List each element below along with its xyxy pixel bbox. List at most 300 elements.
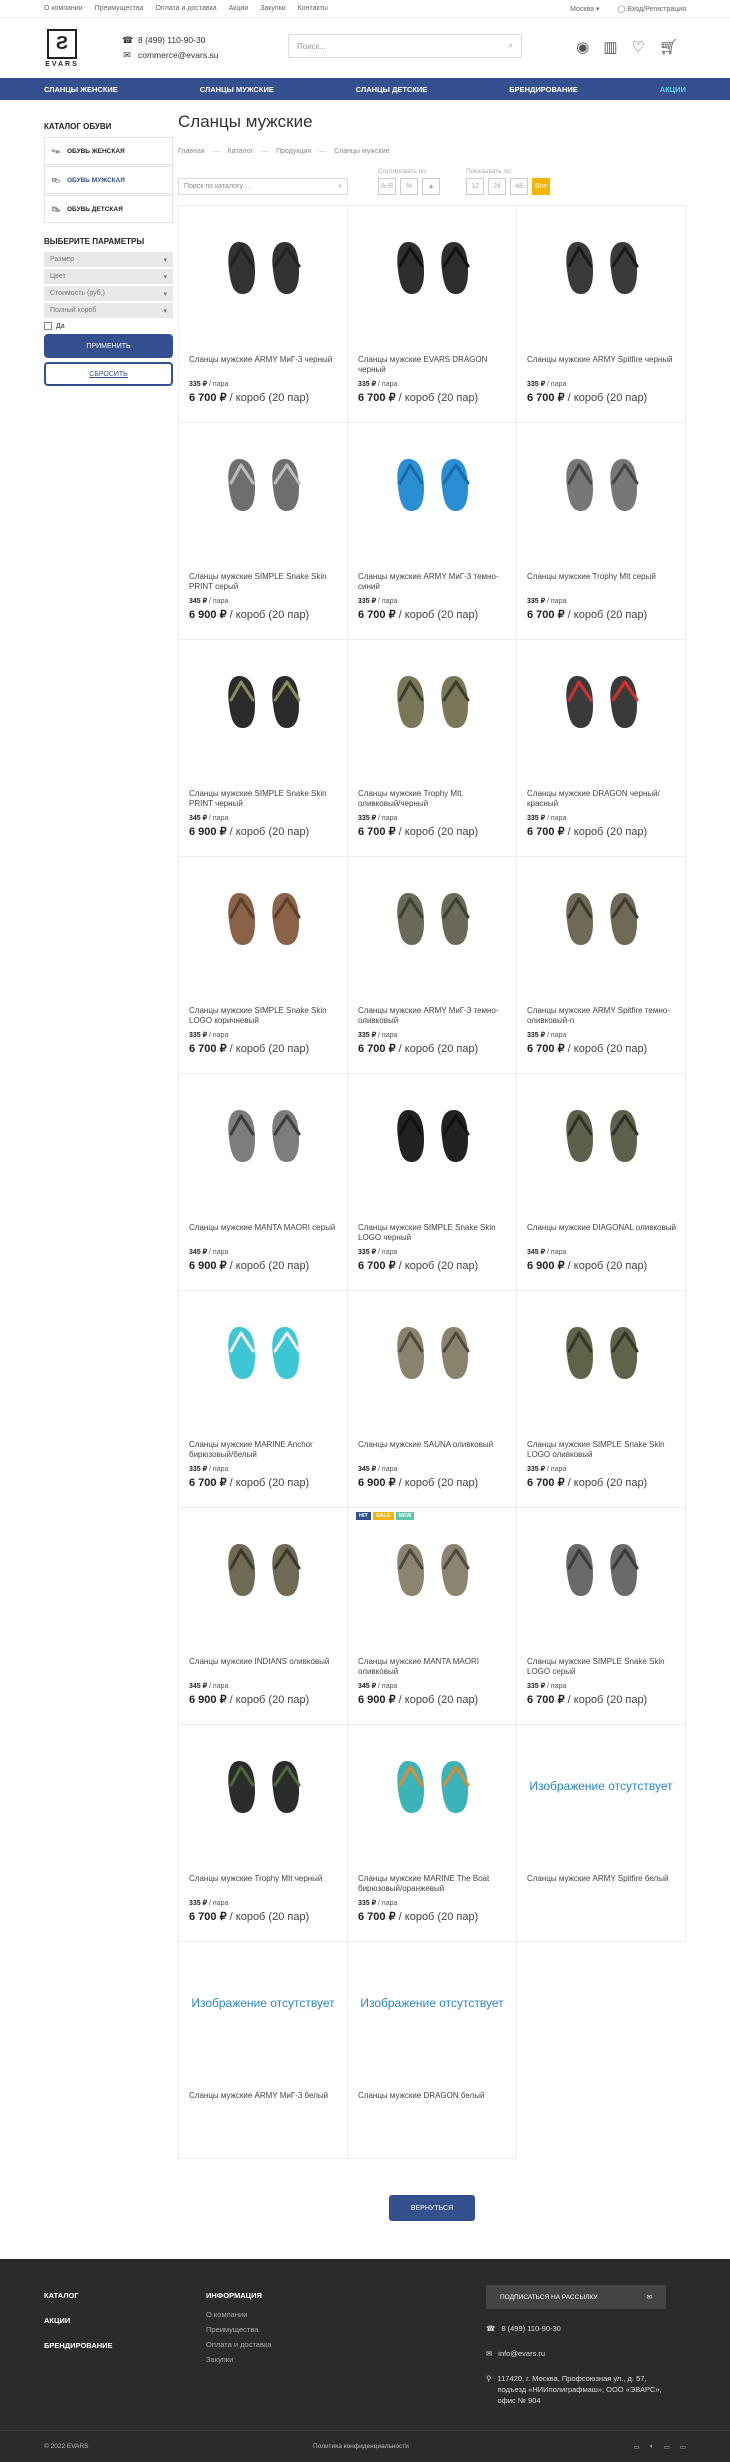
product-name[interactable]: Сланцы мужские SIMPLE Snake Skin LOGO черный [358,1223,496,1242]
price-box-unit: / короб (20 пар) [398,1260,479,1272]
product-image[interactable] [388,453,478,513]
login-link[interactable] [618,5,687,13]
nav-men[interactable]: СЛАНЦЫ МУЖСКИЕ [199,84,274,94]
price-per-box [527,1476,647,1489]
price-box-unit: / короб (20 пар) [398,392,479,404]
price-pair-unit: / пара [547,1032,567,1039]
shoe-icon: 👡︎ [51,146,62,156]
price-per-box [527,1259,647,1272]
breadcrumb-home[interactable]: Главная [178,148,205,155]
catalog-search-input[interactable] [178,178,348,195]
nav-women[interactable]: СЛАНЦЫ ЖЕНСКИЕ [44,84,118,94]
product-card[interactable] [348,1291,517,1508]
footer-link-promo[interactable]: АКЦИИ [44,2316,71,2325]
footer-link-payment[interactable]: Оплата и доставка [206,2340,272,2349]
footer-link-advantages[interactable]: Преимущества [206,2325,259,2334]
filter-color[interactable] [44,269,173,284]
price-per-box [358,825,478,838]
product-image[interactable] [557,1538,647,1598]
top-link-purchases[interactable]: Закупки [260,5,286,12]
price-per-pair [527,1031,566,1039]
main [178,112,686,2221]
price-per-pair [189,1031,228,1039]
price-box-value: 6 700 ₽ [358,392,396,404]
product-name[interactable]: Сланцы мужские Trophy MIt серый [527,572,656,581]
price-per-box [527,608,647,621]
product-image[interactable] [557,887,647,947]
price-box-unit: / короб (20 пар) [229,1043,310,1055]
product-card[interactable] [179,1725,348,1942]
top-link-advantages[interactable]: Преимущества [94,5,144,12]
city-selector[interactable] [570,5,599,13]
catalog-toolbar [178,169,686,195]
price-per-pair [358,814,397,822]
footer-address: 117420, г. Москва, Профсоюзная ул., д. 57, подъезд «НИИполиграфмаш», ООО «ЭВАРС», офис № 904 [497,2374,662,2405]
nav-kids[interactable]: СЛАНЦЫ ДЕТСКИЕ [355,84,428,94]
footer-link-catalog[interactable]: КАТАЛОГ [44,2291,79,2300]
price-per-box [527,391,647,404]
price-per-box [189,1259,309,1272]
price-per-box [358,1693,478,1706]
nav-branding[interactable]: БРЕНДИРОВАНИЕ [509,84,578,94]
product-card[interactable] [348,1942,517,2159]
privacy-link[interactable]: Политика конфиденциальности [313,2443,409,2450]
apply-button[interactable]: ПРИМЕНИТЬ [44,334,173,358]
price-box-value: 6 700 ₽ [358,609,396,621]
price-pair-value: 335 ₽ [358,381,377,388]
product-name[interactable]: Сланцы мужские ARMY Spitfire темно-оливковый-n [527,1006,670,1025]
filter-label: Цвет [50,273,66,280]
product-card[interactable] [179,1074,348,1291]
no-image-placeholder: Изображение отсутствует [360,1996,504,2010]
price-per-box [189,1693,309,1706]
price-per-pair [527,380,566,388]
price-per-box [189,1042,309,1055]
product-name[interactable]: Сланцы мужские MANTA MAORI серый [189,1223,336,1232]
price-box-value: 6 900 ₽ [358,1477,396,1489]
breadcrumb-catalog[interactable]: Каталог [227,148,254,155]
price-box-unit: / короб (20 пар) [567,1260,648,1272]
product-image[interactable] [219,236,309,296]
price-pair-unit: / пара [209,1032,229,1039]
price-per-pair [358,1899,397,1907]
mail-icon: ✉ [646,2294,652,2301]
price-per-box [358,1476,478,1489]
subscribe-label: ПОДПИСАТЬСЯ НА РАССЫЛКУ [500,2293,598,2301]
search-icon[interactable]: ⌕ [508,41,513,50]
price-per-box [358,1910,478,1923]
main-nav [0,78,730,100]
product-image[interactable] [219,453,309,513]
price-per-box [358,1042,478,1055]
checkbox-label: Да [56,322,65,330]
price-box-value: 6 900 ₽ [358,1694,396,1706]
price-pair-value: 335 ₽ [358,1032,377,1039]
price-box-unit: / короб (20 пар) [229,1911,310,1923]
price-box-unit: / короб (20 пар) [229,1477,310,1489]
product-name[interactable]: Сланцы мужские DIAGONAL оливковый [527,1223,676,1232]
product-card[interactable] [179,1942,348,2159]
header-contacts [122,33,218,63]
product-name[interactable]: Сланцы мужские ARMY МиГ-3 темно-синий [358,572,499,591]
price-pair-value: 345 ₽ [189,815,208,822]
price-pair-unit: / пара [209,1249,229,1256]
shoe-icon: 👞︎ [51,175,62,185]
params-title: ВЫБЕРИТЕ ПАРАМЕТРЫ [44,237,145,246]
price-box-value: 6 700 ₽ [358,1043,396,1055]
product-card[interactable] [517,423,686,640]
price-pair-value: 335 ₽ [527,1683,546,1690]
sort-group [378,168,440,195]
product-image[interactable] [388,1538,478,1598]
price-per-pair [189,1465,228,1473]
product-name[interactable]: Сланцы мужские ARMY МиГ-3 черный [189,355,333,364]
price-per-pair [189,1682,228,1690]
footer-link-branding[interactable]: БРЕНДИРОВАНИЕ [44,2341,113,2350]
product-card[interactable] [179,423,348,640]
no-image-placeholder: Изображение отсутствует [529,1779,673,1793]
sort-label: Сортировать по: [378,168,428,175]
product-card[interactable] [348,1508,517,1725]
product-image[interactable] [219,1755,309,1815]
logo-mark: Ƨ [47,29,77,59]
price-pair-value: 335 ₽ [189,1466,208,1473]
product-name[interactable]: Сланцы мужские SIMPLE Snake Skin PRINT серый [189,572,327,591]
price-box-unit: / короб (20 пар) [398,1911,479,1923]
checkbox[interactable] [44,322,52,330]
footer-main-links [44,2291,113,2366]
breadcrumb [178,148,686,155]
eye-icon[interactable]: ◉ [576,39,590,56]
price-pair-unit: / пара [547,381,567,388]
catalog-title: КАТАЛОГ ОБУВИ [44,122,112,131]
header-phone[interactable]: 8 (499) 110-90-30 [138,35,206,45]
price-pair-value: 335 ₽ [189,1900,208,1907]
heart-icon[interactable]: ♡ [631,39,645,56]
product-card[interactable] [517,640,686,857]
price-per-pair [358,1682,397,1690]
location-icon: ⚲ [486,2374,492,2383]
product-card[interactable] [179,206,348,423]
full-box-checkbox-row[interactable] [44,322,173,330]
product-image[interactable] [557,670,647,730]
filter-full-box[interactable] [44,303,173,318]
search-placeholder: Поиск... [297,41,326,51]
filter-size[interactable] [44,252,173,267]
product-card[interactable] [179,640,348,857]
price-pair-value: 335 ₽ [358,598,377,605]
sort-rating-button[interactable]: ★ [422,178,440,195]
footer-info [206,2291,272,2370]
product-image[interactable] [219,887,309,947]
price-per-box [527,1042,647,1055]
price-pair-unit: / пара [209,598,229,605]
product-name[interactable]: Сланцы мужские Trophy MIt черный [189,1874,323,1883]
product-card[interactable] [179,1291,348,1508]
product-card[interactable] [348,1074,517,1291]
subscribe-button[interactable] [486,2285,666,2309]
price-pair-unit: / пара [378,598,398,605]
user-icon: ◯ [617,5,626,13]
price-pair-value: 345 ₽ [189,1249,208,1256]
price-per-pair [189,1248,228,1256]
product-name[interactable]: Сланцы мужские MARINE Anchor бирюзовый/белый [189,1440,313,1459]
header-email[interactable]: commerce@evars.su [138,50,219,60]
price-pair-unit: / пара [209,381,229,388]
price-pair-value: 335 ₽ [527,815,546,822]
product-image[interactable] [388,1755,478,1815]
product-name[interactable]: Сланцы мужские SIMPLE Snake Skin PRINT черный [189,789,327,808]
price-per-pair [189,1899,228,1907]
logo[interactable] [44,26,80,70]
product-image[interactable] [219,670,309,730]
product-name[interactable]: Сланцы мужские ARMY Spitfire черный [527,355,673,364]
price-box-value: 6 700 ₽ [527,826,565,838]
price-box-value: 6 700 ₽ [527,1043,565,1055]
footer-phone[interactable]: 8 (499) 110-90-30 [501,2324,561,2333]
product-image[interactable] [219,1538,309,1598]
chevron-down-icon: ▾ [163,273,167,281]
logo-text: EVARS [45,60,79,68]
price-per-pair [358,597,397,605]
top-bar [0,0,730,18]
shoe-icon: 👟︎ [51,204,62,214]
badge-new: NEW [396,1512,415,1520]
category-label: ОБУВЬ ЖЕНСКАЯ [67,147,125,155]
price-per-pair [189,380,228,388]
price-box-value: 6 900 ₽ [527,1260,565,1272]
price-per-box [358,391,478,404]
price-pair-unit: / пара [378,1900,398,1907]
product-card[interactable] [517,857,686,1074]
product-grid [178,205,686,2159]
nav-promo[interactable]: АКЦИИ [659,84,686,94]
price-box-unit: / короб (20 пар) [398,609,479,621]
product-name[interactable]: Сланцы мужские DRAGON черный/красный [527,789,660,808]
category-label: ОБУВЬ ДЕТСКАЯ [67,205,123,213]
compare-icon[interactable]: ▥ [603,39,618,56]
product-name[interactable]: Сланцы мужские SIMPLE Snake Skin LOGO оливковый [527,1440,665,1459]
product-card[interactable] [517,1508,686,1725]
price-pair-value: 335 ₽ [527,1032,546,1039]
price-box-value: 6 700 ₽ [527,392,565,404]
show-label: Показывать по: [466,168,513,175]
price-per-pair [358,380,397,388]
breadcrumb-products[interactable]: Продукция [276,148,312,155]
product-image[interactable] [557,1321,647,1381]
price-box-unit: / короб (20 пар) [567,392,648,404]
product-image[interactable] [557,236,647,296]
product-image[interactable] [388,887,478,947]
price-box-unit: / короб (20 пар) [229,1260,310,1272]
price-pair-value: 345 ₽ [189,598,208,605]
price-box-unit: / короб (20 пар) [567,1477,648,1489]
price-box-unit: / короб (20 пар) [398,1043,479,1055]
price-box-value: 6 900 ₽ [189,826,227,838]
price-per-pair [189,814,228,822]
price-pair-unit: / пара [378,1466,398,1473]
content [0,112,730,2221]
price-box-value: 6 700 ₽ [189,1043,227,1055]
product-card[interactable] [517,1725,686,1942]
price-pair-value: 335 ₽ [358,1249,377,1256]
price-per-box [189,825,309,838]
chevron-down-icon: ▾ [595,5,600,13]
mail-icon: ✉ [123,50,131,60]
sort-discount-button[interactable]: % [400,178,418,195]
price-box-unit: / короб (20 пар) [229,609,310,621]
price-pair-value: 345 ₽ [527,1249,546,1256]
product-card[interactable] [348,857,517,1074]
price-box-unit: / короб (20 пар) [567,1694,648,1706]
price-per-pair [527,597,566,605]
price-per-pair [527,1682,566,1690]
product-card[interactable] [348,423,517,640]
sort-alpha-button[interactable]: А-Я [378,178,396,195]
show-24-button[interactable]: 24 [488,178,506,195]
price-per-box [358,1259,478,1272]
price-per-box [527,825,647,838]
price-box-value: 6 700 ₽ [189,392,227,404]
catalog-search-placeholder: Поиск по каталогу ... [184,183,251,190]
filter-price[interactable] [44,286,173,301]
price-box-unit: / короб (20 пар) [567,826,648,838]
product-card[interactable] [179,857,348,1074]
show-12-button[interactable]: 12 [466,178,484,195]
price-pair-value: 345 ₽ [358,1466,377,1473]
product-name[interactable]: Сланцы мужские ARMY МиГ-3 белый [189,2091,329,2100]
product-image[interactable] [388,670,478,730]
product-card[interactable] [517,1074,686,1291]
price-per-pair [358,1248,397,1256]
chevron-down-icon: ▾ [163,290,167,298]
product-image[interactable] [388,1104,478,1164]
product-name[interactable]: Сланцы мужские MANTA MAORI оливковый [358,1657,479,1676]
price-box-value: 6 700 ₽ [358,826,396,838]
price-per-pair [527,1248,566,1256]
price-box-value: 6 900 ₽ [189,1694,227,1706]
category-kids[interactable] [44,195,173,223]
show-group [466,168,550,195]
price-box-unit: / короб (20 пар) [398,826,479,838]
price-pair-value: 335 ₽ [189,381,208,388]
price-pair-unit: / пара [378,1249,398,1256]
reset-button[interactable]: СБРОСИТЬ [44,362,173,386]
price-pair-unit: / пара [547,815,567,822]
product-name[interactable]: Сланцы мужские EVARS DRAGON черный [358,355,488,374]
price-pair-unit: / пара [209,815,229,822]
price-box-value: 6 700 ₽ [189,1911,227,1923]
top-link-payment[interactable]: Оплата и доставка [155,5,217,12]
search-input[interactable] [288,34,522,58]
price-box-unit: / короб (20 пар) [398,1477,479,1489]
product-card[interactable] [517,1291,686,1508]
sbp-icon: ▭ [679,2443,686,2451]
product-name[interactable]: Сланцы мужские SAUNA оливковый [358,1440,494,1449]
product-card[interactable] [348,1725,517,1942]
product-name[interactable]: Сланцы мужские Trophy MIt. оливковый/черный [358,789,464,808]
product-image[interactable] [219,1321,309,1381]
product-name[interactable]: Сланцы мужские INDIANS оливковый [189,1657,330,1666]
price-pair-unit: / пара [209,1900,229,1907]
search-icon[interactable]: ⌕ [338,182,342,190]
back-button[interactable]: ВЕРНУТЬСЯ [389,2195,475,2221]
mastercard-icon: ◐ [649,2442,654,2450]
price-per-pair [358,1031,397,1039]
top-link-contacts[interactable]: Контакты [297,5,328,12]
price-box-value: 6 700 ₽ [527,1477,565,1489]
product-image[interactable] [557,453,647,513]
chevron-down-icon: ▾ [163,256,167,264]
price-pair-unit: / пара [378,1032,398,1039]
footer-link-purchases[interactable]: Закупки [206,2355,234,2364]
price-per-box [358,608,478,621]
product-badges [356,1512,414,1520]
price-pair-value: 335 ₽ [527,598,546,605]
price-box-value: 6 900 ₽ [189,1260,227,1272]
price-pair-value: 335 ₽ [189,1032,208,1039]
product-image[interactable] [219,1104,309,1164]
price-per-box [189,1910,309,1923]
product-name[interactable]: Сланцы мужские SIMPLE Snake Skin LOGO серый [527,1657,665,1676]
cart-icon[interactable]: 🛒︎ [658,39,678,56]
price-box-value: 6 700 ₽ [527,1694,565,1706]
price-box-value: 6 700 ₽ [358,1911,396,1923]
product-image[interactable] [388,236,478,296]
header-icons [576,38,678,56]
product-name[interactable]: Сланцы мужские ARMY Spitfire белый [527,1874,669,1883]
footer-info-title: ИНФОРМАЦИЯ [206,2291,262,2300]
product-name[interactable]: Сланцы мужские DRAGON белый [358,2091,485,2100]
price-pair-value: 335 ₽ [358,815,377,822]
city-label: Москва [570,5,595,13]
price-per-box [527,1693,647,1706]
filter-label: Стоимость (руб.) [50,290,105,297]
price-pair-unit: / пара [547,1249,567,1256]
price-pair-unit: / пара [378,381,398,388]
price-per-pair [527,814,566,822]
no-image-placeholder: Изображение отсутствует [191,1996,335,2010]
top-link-promo[interactable]: Акции [228,5,249,12]
price-pair-unit: / пара [209,1683,229,1690]
price-pair-value: 335 ₽ [358,1900,377,1907]
product-name[interactable]: Сланцы мужские MARINE The Boat бирюзовый/оранжевый [358,1874,490,1893]
category-women[interactable] [44,137,173,165]
category-men[interactable] [44,166,173,194]
product-card[interactable] [348,206,517,423]
price-box-value: 6 700 ₽ [358,1260,396,1272]
product-card[interactable] [517,206,686,423]
price-box-unit: / короб (20 пар) [567,1043,648,1055]
phone-icon: ☎ [486,2324,496,2333]
footer-link-about[interactable]: О компании [206,2310,248,2319]
price-per-box [189,608,309,621]
price-pair-unit: / пара [378,815,398,822]
top-link-about[interactable]: О компании [44,5,83,12]
product-image[interactable] [557,1104,647,1164]
breadcrumb-sep: — [261,148,269,155]
show-all-button[interactable]: Все [532,178,550,195]
product-card[interactable] [179,1508,348,1725]
page-title: Сланцы мужские [178,112,313,131]
product-image[interactable] [388,1321,478,1381]
product-name[interactable]: Сланцы мужские ARMY МиГ-3 темно-оливковый [358,1006,499,1025]
footer-email[interactable]: info@evars.ru [498,2349,546,2358]
show-48-button[interactable]: 48 [510,178,528,195]
product-name[interactable]: Сланцы мужские SIMPLE Snake Skin LOGO коричневый [189,1006,327,1025]
product-card[interactable] [348,640,517,857]
footer [0,2259,730,2462]
